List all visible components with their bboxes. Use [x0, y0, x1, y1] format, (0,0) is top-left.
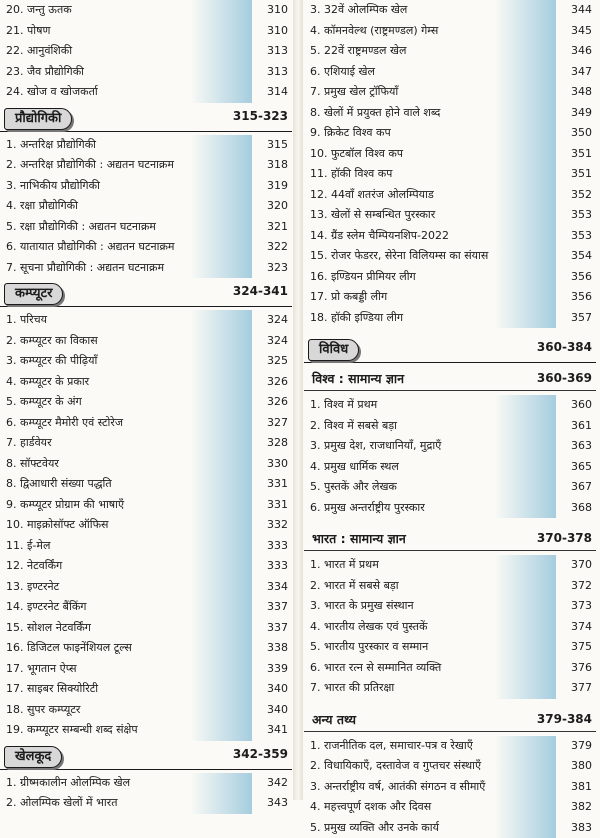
toc-entry: [304, 246, 596, 267]
toc-entry-title: 3. भारत के प्रमुख संस्थान: [310, 596, 556, 617]
toc-entry-title: 4. महत्त्वपूर्ण दशक और दिवस: [310, 797, 556, 818]
toc-entry-page: 344: [558, 0, 592, 21]
toc-entry-page: 332: [254, 515, 288, 536]
toc-entry: [0, 331, 292, 352]
section-heading: [304, 336, 596, 363]
toc-entry-page: 379: [558, 736, 592, 757]
toc-entry: [304, 164, 596, 185]
toc-entry-page: 345: [558, 21, 592, 42]
toc-entry-page: 351: [558, 144, 592, 165]
toc-entry-title: 16. डिजिटल फाइनेंशियल टूल्स: [6, 638, 252, 659]
toc-entry: [304, 637, 596, 658]
toc-entry-page: 357: [558, 308, 592, 329]
toc-entry: [0, 41, 292, 62]
toc-entry-page: 331: [254, 474, 288, 495]
toc-entry: [304, 123, 596, 144]
toc-entry-title: 1. परिचय: [6, 310, 252, 331]
subsection-heading: [304, 366, 596, 391]
toc-entry-title: 15. सोशल नेटवर्किंग: [6, 618, 252, 639]
toc-entry: [0, 135, 292, 156]
toc-entry-page: 381: [558, 777, 592, 798]
toc-entry-page: 318: [254, 155, 288, 176]
toc-entry-page: 368: [558, 498, 592, 519]
toc-entry-page: 310: [254, 0, 288, 21]
toc-entry-page: 325: [254, 351, 288, 372]
toc-entry-page: 315: [254, 135, 288, 156]
toc-entry-title: 10. फुटबॉल विश्व कप: [310, 144, 556, 165]
toc-entry: [304, 818, 596, 838]
section-heading: [0, 743, 292, 770]
toc-entry-title: 1. ग्रीष्मकालीन ओलम्पिक खेल: [6, 773, 252, 794]
toc-entry: [304, 797, 596, 818]
toc-entry-page: 328: [254, 433, 288, 454]
toc-entry-title: 23. जैव प्रौद्योगिकी: [6, 62, 252, 83]
toc-entry-page: 314: [254, 82, 288, 103]
toc-entry: [304, 82, 596, 103]
toc-entry-title: 5. भारतीय पुरस्कार व सम्मान: [310, 637, 556, 658]
toc-entry-page: 321: [254, 217, 288, 238]
toc-entry: [0, 700, 292, 721]
toc-entry: [0, 515, 292, 536]
toc-entry: [304, 308, 596, 329]
subsection-title: विश्व : सामान्य ज्ञान: [312, 370, 404, 387]
toc-entry: [304, 678, 596, 699]
toc-entry-page: 377: [558, 678, 592, 699]
toc-entry-title: 8. खेलों में प्रयुक्त होने वाले शब्द: [310, 103, 556, 124]
toc-entry-page: 351: [558, 164, 592, 185]
toc-entry-title: 4. भारतीय लेखक एवं पुस्तकें: [310, 617, 556, 638]
toc-entry-page: 320: [254, 196, 288, 217]
toc-entry-title: 7. सूचना प्रौद्योगिकी : अद्यतन घटनाक्रम: [6, 258, 252, 279]
toc-entry: [0, 433, 292, 454]
toc-entry-title: 6. कम्प्यूटर मैमोरी एवं स्टोरेज: [6, 413, 252, 434]
toc-entry: [304, 436, 596, 457]
toc-entry-title: 7. भारत की प्रतिरक्षा: [310, 678, 556, 699]
toc-entry-page: 361: [558, 416, 592, 437]
toc-entry-page: 349: [558, 103, 592, 124]
toc-entry-title: 19. कम्प्यूटर सम्बन्धी शब्द संक्षेप: [6, 720, 252, 741]
toc-entry: [304, 205, 596, 226]
toc-entry-title: 24. खोज व खोजकर्ता: [6, 82, 252, 103]
right-column: [304, 0, 596, 838]
section-page-range: 315-323: [233, 109, 288, 123]
toc-entry: [0, 392, 292, 413]
subsection-heading: [304, 707, 596, 732]
toc-entry-title: 2. कम्प्यूटर का विकास: [6, 331, 252, 352]
toc-entry-title: 1. विश्व में प्रथम: [310, 395, 556, 416]
toc-entry-title: 3. कम्प्यूटर की पीढ़ियाँ: [6, 351, 252, 372]
toc-entry-page: 372: [558, 576, 592, 597]
toc-entry-title: 18. हॉकी इण्डिया लीग: [310, 308, 556, 329]
toc-entry-page: 370: [558, 555, 592, 576]
toc-entry-title: 3. 32वें ओलम्पिक खेल: [310, 0, 556, 21]
toc-entry: [304, 287, 596, 308]
toc-entry-page: 333: [254, 556, 288, 577]
section-heading: [0, 105, 292, 132]
toc-entry: [0, 618, 292, 639]
toc-entry: [0, 495, 292, 516]
toc-entry-page: 375: [558, 637, 592, 658]
toc-entry-page: 348: [558, 82, 592, 103]
toc-entry-title: 4. कम्प्यूटर के प्रकार: [6, 372, 252, 393]
toc-entry-title: 1. अन्तरिक्ष प्रौद्योगिकी: [6, 135, 252, 156]
toc-entry-title: 12. 44वाँ शतरंज ओलम्पियाड: [310, 185, 556, 206]
toc-entry-title: 3. अन्तर्राष्ट्रीय वर्ष, आतंकी संगठन व सीमाएँ: [310, 777, 556, 798]
toc-entry-title: 17. भूगतान ऐप्स: [6, 659, 252, 680]
toc-entry-title: 5. प्रमुख व्यक्ति और उनके कार्य: [310, 818, 556, 838]
toc-entry-title: 20. जन्तु ऊतक: [6, 0, 252, 21]
toc-entry-page: 338: [254, 638, 288, 659]
toc-entry-page: 337: [254, 618, 288, 639]
toc-entry: [0, 720, 292, 741]
toc-entry: [304, 596, 596, 617]
toc-entry: [304, 617, 596, 638]
toc-entry: [304, 144, 596, 165]
toc-entry: [304, 477, 596, 498]
toc-entry: [0, 237, 292, 258]
toc-entry-page: 383: [558, 818, 592, 838]
toc-entry-page: 339: [254, 659, 288, 680]
toc-entry: [0, 196, 292, 217]
toc-entry-title: 4. प्रमुख धार्मिक स्थल: [310, 457, 556, 478]
toc-entry: [0, 679, 292, 700]
toc-entry: [304, 756, 596, 777]
toc-entry-page: 354: [558, 246, 592, 267]
toc-entry-title: 11. ई-मेल: [6, 536, 252, 557]
left-column: [0, 0, 292, 814]
subsection-title: अन्य तथ्य: [312, 711, 356, 728]
toc-entry: [0, 82, 292, 103]
subsection-heading: [304, 526, 596, 551]
toc-entry-page: 353: [558, 226, 592, 247]
toc-entry: [0, 454, 292, 475]
subsection-page-range: 360-369: [537, 371, 592, 385]
toc-entry-title: 2. विश्व में सबसे बड़ा: [310, 416, 556, 437]
section-title: विविध: [308, 339, 359, 361]
toc-entry-page: 374: [558, 617, 592, 638]
toc-entry-title: 6. यातायात प्रौद्योगिकी : अद्यतन घटनाक्रम: [6, 237, 252, 258]
toc-entry-title: 18. सुपर कम्प्यूटर: [6, 700, 252, 721]
toc-entry-title: 2. अन्तरिक्ष प्रौद्योगिकी : अद्यतन घटनाक्रम: [6, 155, 252, 176]
toc-entry: [304, 416, 596, 437]
toc-entry-title: 13. खेलों से सम्बन्धित पुरस्कार: [310, 205, 556, 226]
toc-entry-title: 2. ओलम्पिक खेलों में भारत: [6, 793, 252, 814]
toc-entry-title: 17. प्रो कबड्डी लीग: [310, 287, 556, 308]
page-gutter: [293, 0, 303, 800]
toc-entry: [0, 793, 292, 814]
toc-entry-page: 373: [558, 596, 592, 617]
toc-entry-title: 4. कॉमनवेल्थ (राष्ट्रमण्डल) गेम्स: [310, 21, 556, 42]
toc-entry-page: 313: [254, 41, 288, 62]
toc-entry-page: 350: [558, 123, 592, 144]
toc-entry-page: 323: [254, 258, 288, 279]
toc-entry-title: 17. साइबर सिक्योरिटी: [6, 679, 252, 700]
toc-entry: [0, 372, 292, 393]
toc-entry-page: 380: [558, 756, 592, 777]
section-title: प्रौद्योगिकी: [4, 108, 72, 130]
toc-entry: [0, 638, 292, 659]
toc-entry-page: 324: [254, 310, 288, 331]
section-title: कम्प्यूटर: [4, 283, 63, 305]
toc-entry: [0, 556, 292, 577]
toc-entry-page: 346: [558, 41, 592, 62]
spacer: [304, 699, 596, 705]
toc-entry-page: 324: [254, 331, 288, 352]
toc-entry: [304, 658, 596, 679]
toc-entry: [304, 267, 596, 288]
toc-entry-title: 22. आनुवंशिकी: [6, 41, 252, 62]
toc-entry-title: 1. राजनीतिक दल, समाचार-पत्र व रेखाएँ: [310, 736, 556, 757]
toc-entry-page: 352: [558, 185, 592, 206]
toc-entry: [0, 773, 292, 794]
toc-entry-page: 319: [254, 176, 288, 197]
toc-entry-title: 14. इण्टरनेट बैंकिंग: [6, 597, 252, 618]
toc-entry: [304, 457, 596, 478]
toc-entry-title: 5. 22वें राष्ट्रमण्डल खेल: [310, 41, 556, 62]
toc-entry: [0, 351, 292, 372]
toc-entry-page: 347: [558, 62, 592, 83]
toc-entry-page: 363: [558, 436, 592, 457]
toc-entry: [0, 413, 292, 434]
toc-entry: [304, 555, 596, 576]
toc-entry: [304, 185, 596, 206]
toc-entry-page: 356: [558, 287, 592, 308]
subsection-page-range: 379-384: [537, 712, 592, 726]
toc-entry-page: 327: [254, 413, 288, 434]
section-title: खेलकूद: [4, 746, 62, 768]
toc-entry: [304, 21, 596, 42]
toc-entry-title: 21. पोषण: [6, 21, 252, 42]
toc-entry-page: 310: [254, 21, 288, 42]
toc-entry-page: 334: [254, 577, 288, 598]
toc-entry: [304, 777, 596, 798]
toc-entry-title: 8. द्विआधारी संख्या पद्धति: [6, 474, 252, 495]
toc-entry: [0, 176, 292, 197]
toc-entry: [304, 395, 596, 416]
toc-entry-page: 341: [254, 720, 288, 741]
toc-entry-title: 14. ग्रैंड स्लेम चैम्पियनशिप-2022: [310, 226, 556, 247]
toc-entry: [304, 498, 596, 519]
toc-entry-title: 7. प्रमुख खेल ट्रॉफियाँ: [310, 82, 556, 103]
toc-entry-title: 6. भारत रत्न से सम्मानित व्यक्ति: [310, 658, 556, 679]
toc-entry-title: 6. एशियाई खेल: [310, 62, 556, 83]
toc-entry: [0, 536, 292, 557]
subsection-page-range: 370-378: [537, 531, 592, 545]
toc-entry-page: 356: [558, 267, 592, 288]
toc-entry: [0, 474, 292, 495]
toc-entry: [0, 310, 292, 331]
toc-entry: [0, 155, 292, 176]
toc-entry: [304, 226, 596, 247]
toc-entry: [0, 217, 292, 238]
toc-entry-title: 5. कम्प्यूटर के अंग: [6, 392, 252, 413]
toc-entry-page: 340: [254, 700, 288, 721]
toc-entry-title: 12. नेटवर्किंग: [6, 556, 252, 577]
toc-entry-title: 2. विधायिकाएँ, दस्तावेज व गुप्तचर संस्थाएँ: [310, 756, 556, 777]
toc-entry-title: 9. कम्प्यूटर प्रोग्राम की भाषाएँ: [6, 495, 252, 516]
toc-entry: [0, 258, 292, 279]
toc-entry-page: 322: [254, 237, 288, 258]
toc-entry-page: 326: [254, 392, 288, 413]
toc-entry: [304, 576, 596, 597]
toc-entry-page: 313: [254, 62, 288, 83]
toc-entry-title: 11. हॉकी विश्व कप: [310, 164, 556, 185]
toc-entry-page: 337: [254, 597, 288, 618]
toc-entry-page: 382: [558, 797, 592, 818]
subsection-title: भारत : सामान्य ज्ञान: [312, 530, 406, 547]
toc-entry: [0, 659, 292, 680]
toc-entry-title: 10. माइक्रोसॉफ्ट ऑफिस: [6, 515, 252, 536]
toc-entry-title: 4. रक्षा प्रौद्योगिकी: [6, 196, 252, 217]
toc-entry-page: 365: [558, 457, 592, 478]
toc-entry-page: 340: [254, 679, 288, 700]
toc-entry-page: 376: [558, 658, 592, 679]
toc-entry-page: 333: [254, 536, 288, 557]
toc-entry-title: 15. रोजर फेडरर, सेरेना विलियम्स का संयास: [310, 246, 556, 267]
toc-entry-title: 8. सॉफ्टवेयर: [6, 454, 252, 475]
toc-entry-title: 5. रक्षा प्रौद्योगिकी : अद्यतन घटनाक्रम: [6, 217, 252, 238]
toc-entry: [0, 21, 292, 42]
toc-entry: [0, 577, 292, 598]
toc-entry-title: 3. प्रमुख देश, राजधानियाँ, मुद्राएँ: [310, 436, 556, 457]
toc-entry-title: 2. भारत में सबसे बड़ा: [310, 576, 556, 597]
toc-entry: [304, 736, 596, 757]
toc-entry-page: 326: [254, 372, 288, 393]
toc-entry-page: 330: [254, 454, 288, 475]
toc-entry-title: 3. नाभिकीय प्रौद्योगिकी: [6, 176, 252, 197]
toc-entry-title: 16. इण्डियन प्रीमियर लीग: [310, 267, 556, 288]
toc-entry-page: 353: [558, 205, 592, 226]
spacer: [304, 518, 596, 524]
section-page-range: 360-384: [537, 340, 592, 354]
section-heading: [0, 280, 292, 307]
toc-entry: [304, 103, 596, 124]
toc-entry: [304, 62, 596, 83]
toc-entry-title: 9. क्रिकेट विश्व कप: [310, 123, 556, 144]
toc-entry: [0, 597, 292, 618]
toc-entry-title: 1. भारत में प्रथम: [310, 555, 556, 576]
toc-entry-page: 360: [558, 395, 592, 416]
toc-entry: [304, 0, 596, 21]
toc-entry: [304, 41, 596, 62]
toc-entry: [0, 0, 292, 21]
toc-entry-title: 13. इण्टरनेट: [6, 577, 252, 598]
section-page-range: 342-359: [233, 747, 288, 761]
toc-entry-page: 331: [254, 495, 288, 516]
toc-entry-page: 343: [254, 793, 288, 814]
toc-entry-title: 5. पुस्तकें और लेखक: [310, 477, 556, 498]
section-page-range: 324-341: [233, 284, 288, 298]
toc-entry-page: 342: [254, 773, 288, 794]
toc-entry: [0, 62, 292, 83]
toc-entry-title: 6. प्रमुख अन्तर्राष्ट्रीय पुरस्कार: [310, 498, 556, 519]
toc-entry-page: 367: [558, 477, 592, 498]
toc-entry-title: 7. हार्डवेयर: [6, 433, 252, 454]
spacer: [304, 328, 596, 334]
